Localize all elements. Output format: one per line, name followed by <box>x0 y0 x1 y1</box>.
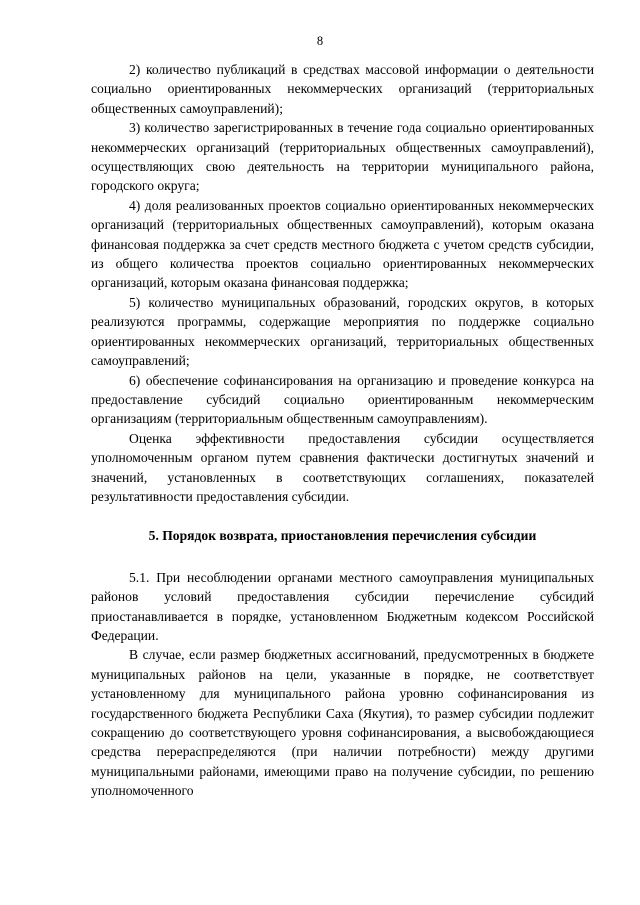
section-heading: 5. Порядок возврата, приостановления перечисления субсидии <box>148 528 537 544</box>
section-spacer <box>91 558 594 568</box>
paragraph-evaluation: Оценка эффективности предоставления субсидии осуществляется уполномоченным органом путем сравнения фактически достигнутых значений и значений, установленных в соответствующих соглашениях, показателей результативности предоставления субсидии. <box>91 430 594 504</box>
paragraph-item-4: 4) доля реализованных проектов социально ориентированных некоммерческих организаций (территориальных общественных самоуправлений), которым оказана финансовая поддержка за счет средств местного бюджета с учетом средств субсидии, из общего количества проектов социально ориентированных некоммерческих организаций, которым оказана финансовая поддержка; <box>91 197 594 291</box>
paragraph-item-5: 5) количество муниципальных образований, городских округов, в которых реализуются программы, содержащие мероприятия по поддержке социально ориентированных некоммерческих организаций, территориальных общественных самоуправлений; <box>91 294 594 369</box>
page-number: 8 <box>316 34 324 48</box>
paragraph-item-3: 3) количество зарегистрированных в течение года социально ориентированных некоммерческих организаций (территориальных общественных самоуправлений), осуществляющих свою деятельность на территории муниципального района, городского округа; <box>91 120 594 194</box>
section-spacer <box>91 506 594 516</box>
paragraph-item-6: 6) обеспечение софинансирования на организацию и проведение конкурса на предоставление субсидий социально ориентированным некоммерческим организациям (территориальным общественным самоуправлениям). <box>91 372 594 427</box>
paragraph-clause-5-1: 5.1. При несоблюдении органами местного самоуправления муниципальных районов условий предоставления субсидии перечисление субсидий приостанавливается в порядке, установленном Бюджетным кодексом Российской Федерации. <box>91 569 594 643</box>
paragraph-item-2: 2) количество публикаций в средствах массовой информации о деятельности социально ориентированных некоммерческих организаций (территориальных общественных самоуправлений); <box>91 62 594 116</box>
document-body <box>91 60 594 801</box>
paragraph-budget-case: В случае, если размер бюджетных ассигнований, предусмотренных в бюджете муниципальных районов на цели, указанные в порядке, не соответствует установленному для муниципального района уровню софинансирования из государственного бюджета Республики Саха (Якутия), то размер субсидии подлежит сокращению до соответствующего уровня софинансирования, а высвобождающиеся средства перераспределяются (при наличии потребности) между другими муниципальными районами, имеющими право на получение субсидии, по решению уполномоченного <box>91 647 594 799</box>
